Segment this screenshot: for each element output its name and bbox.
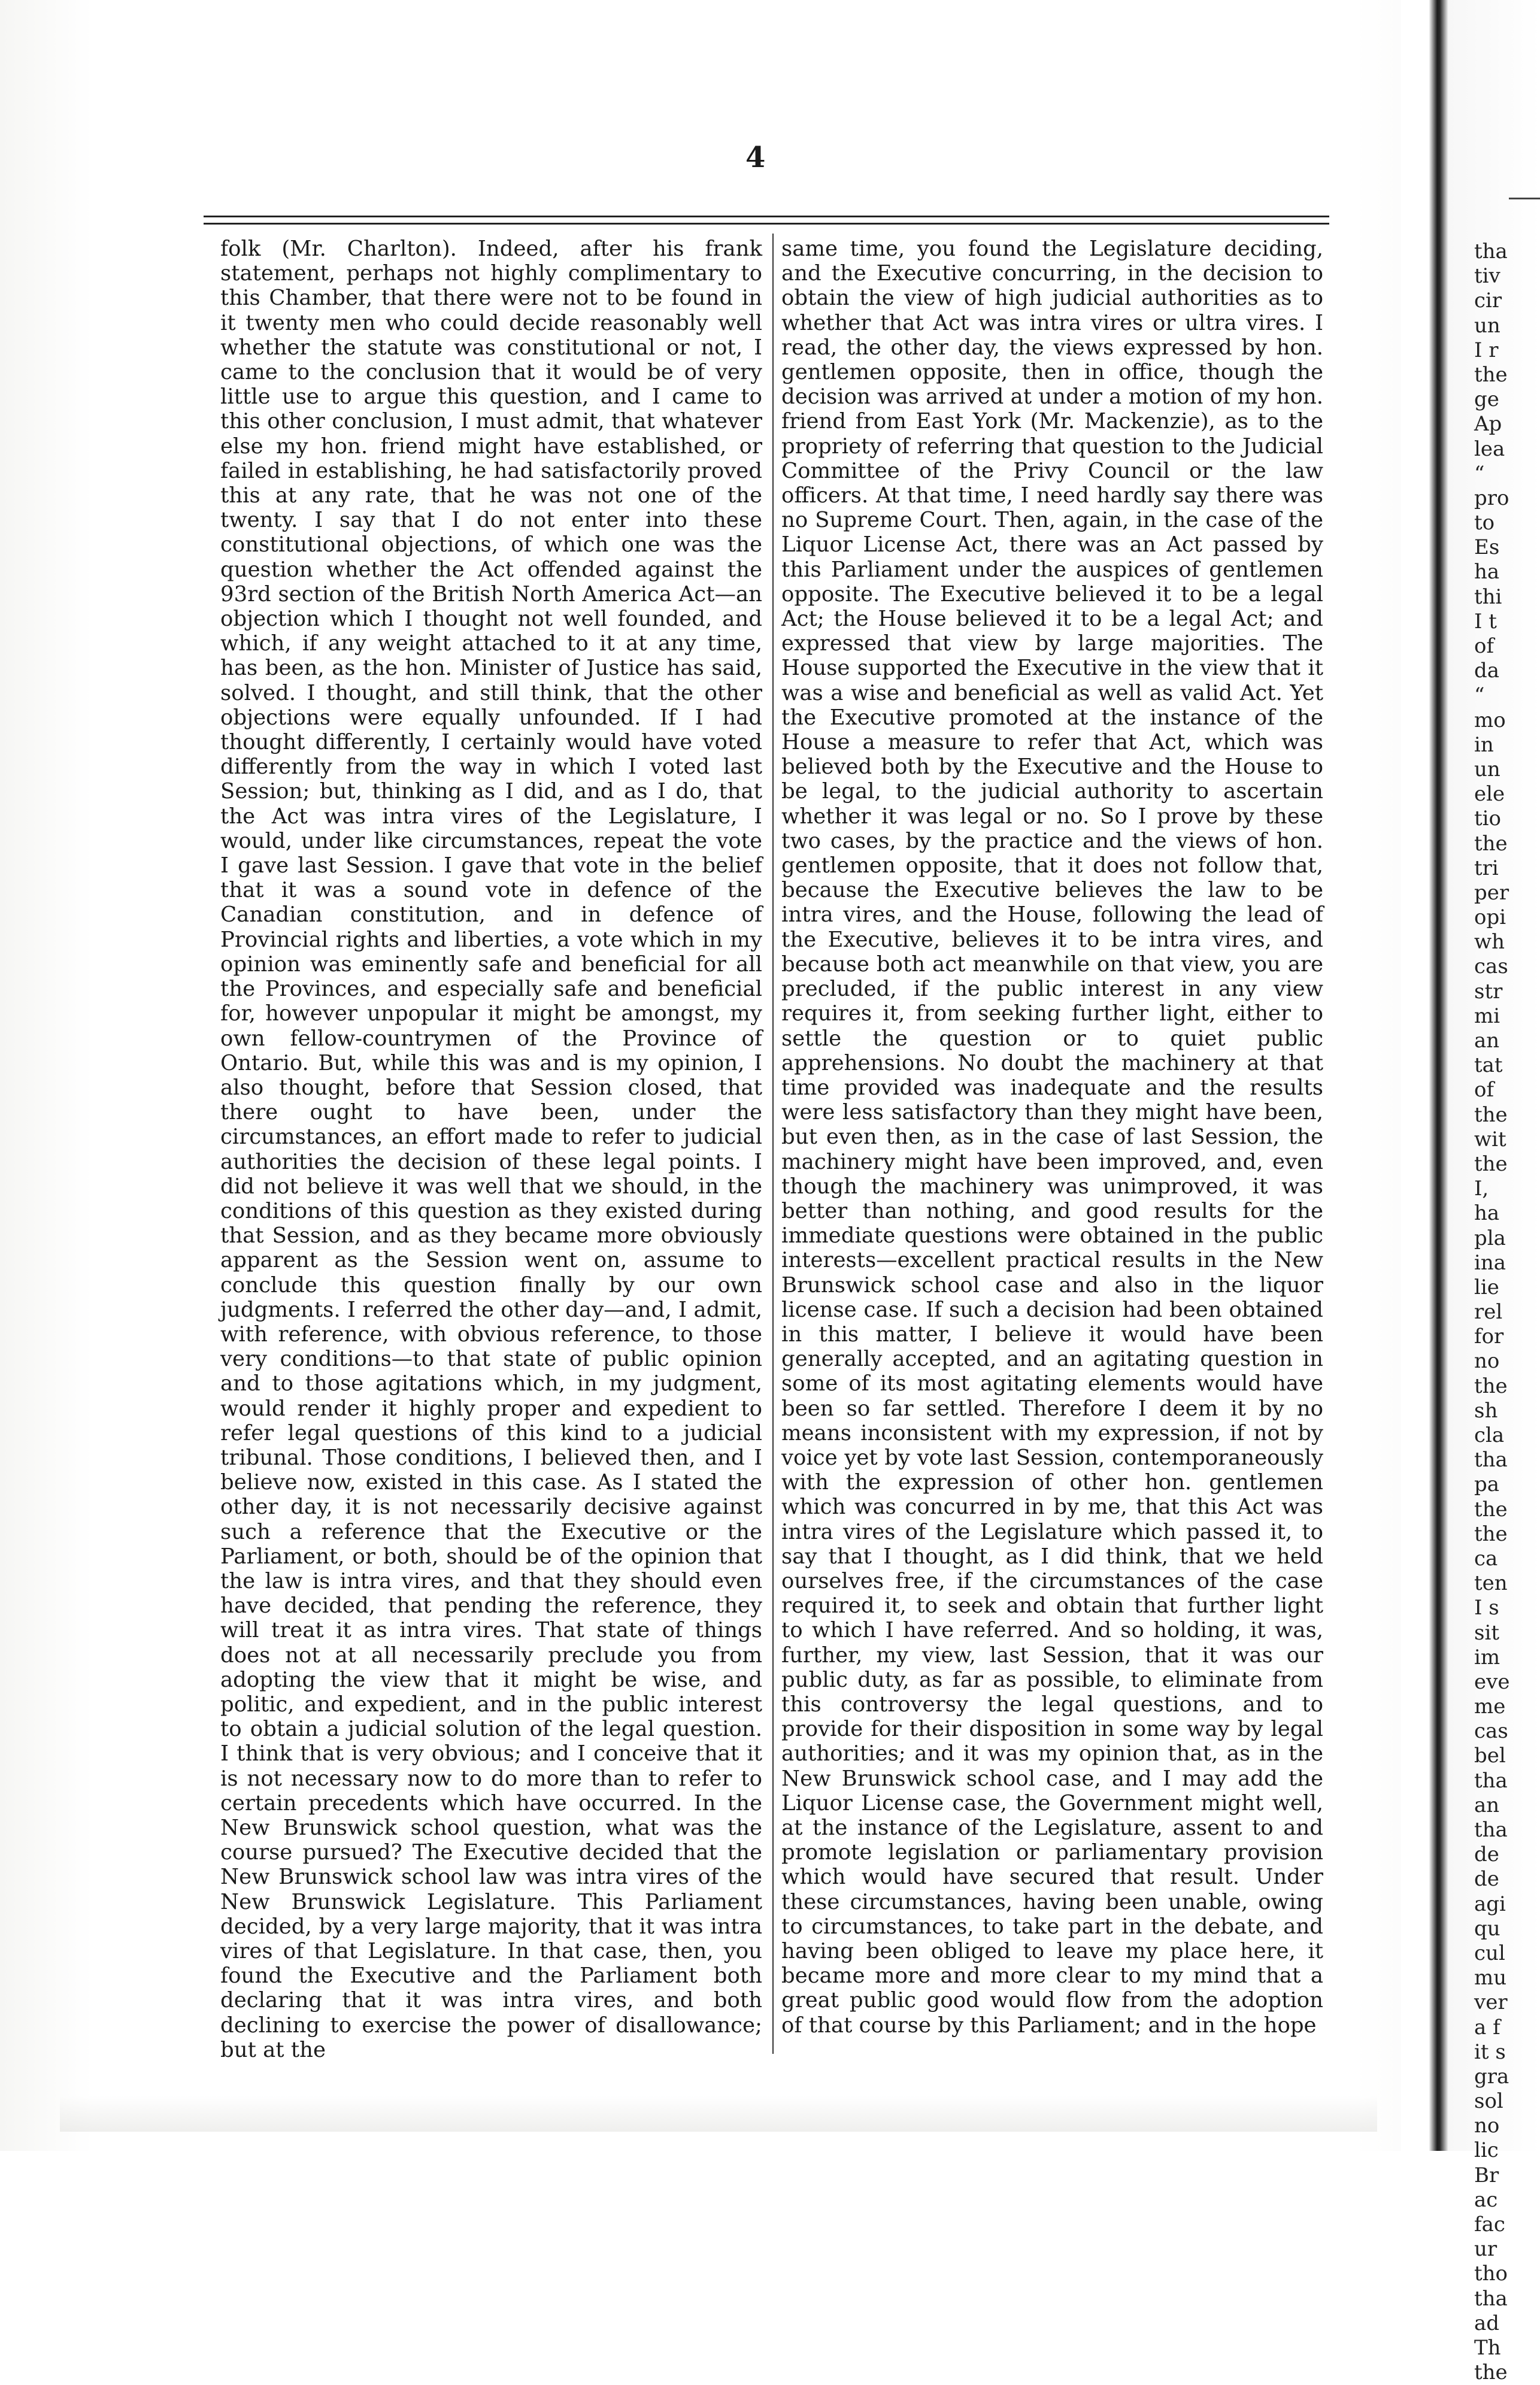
next-page-fragment: un [1474, 313, 1500, 338]
next-page-fragment: ten [1474, 1571, 1508, 1596]
next-page-fragment: of [1474, 634, 1494, 658]
page-number: 4 [745, 141, 766, 174]
next-page-fragment: Th [1474, 2335, 1501, 2360]
next-page-fragment: I, [1474, 1177, 1489, 1201]
next-page-fragment: gra [1474, 2064, 1509, 2089]
next-page-fragment: Br [1474, 2163, 1499, 2187]
header-rule-bottom [204, 223, 1329, 225]
next-page-fragment: ca [1474, 1546, 1498, 1571]
next-page-fragment: de [1474, 1842, 1499, 1867]
next-page-fragment: a f [1474, 2015, 1500, 2039]
next-page-fragment: the [1474, 1151, 1508, 1176]
next-page-rule [1509, 198, 1540, 199]
next-page-fragment: to [1474, 511, 1495, 535]
next-page-fragment: an [1474, 1793, 1500, 1817]
next-page-fragment: cas [1474, 954, 1508, 979]
next-page-fragment: for [1474, 1325, 1504, 1349]
next-page-fragment: wit [1474, 1127, 1506, 1151]
next-page-fragment: eve [1474, 1669, 1510, 1694]
next-page-fragment: tiv [1474, 264, 1500, 289]
next-page-fragment: per [1474, 880, 1509, 905]
next-page-fragment: the [1474, 831, 1508, 856]
next-page-fragment: ver [1474, 1990, 1508, 2015]
next-page-fragment: I r [1474, 338, 1499, 362]
next-page-fragment: im [1474, 1645, 1500, 1669]
right-column-text: same time, you found the Legislature deciding, and the Executive concurring, in the decision to obtain the view of high judicial authorities as to whether that Act was intra vires or ultra vires. I read, the other day, the views expressed by hon. gentlemen opposite, then in office, though the decision was arrived at under a motion of my hon. friend from East York (Mr. Mackenzie), as to the propriety of referring that question to the Judicial Committee of the Privy Council or the law officers. At that time, I need hardly say there was no Supreme Court. Then, again, in the case of the Liquor License Act, there was an Act passed by this Parliament under the auspices of gentlemen opposite. The Executive believed it to be a legal Act; the House believed it to be a legal Act; and expressed that view by large majorities. The House supported the Executive in the view that it was a wise and beneficial as well as valid Act. Yet the Executive promoted at the instance of the House a measure to refer that Act, which was believed both by the Executive and the House to be legal, to the judicial authority to ascertain whether it was legal or no. So I prove by these two cases, by the practice and the views of hon. gentlemen opposite, that it does not follow that, because the Executive believes the law to be intra vires, and the House, following the lead of the Executive, believes it to be intra vires, and because both act meanwhile on that view, you are precluded, if the public interest in any view requires it, from seeking further light, either to settle the question or to quiet public apprehensions. No doubt the machinery at that time provided was inadequate and the results were less satisfactory than they might have been, but even then, as in the case of last Session, the machinery might have been improved, and, even though the machinery was unimproved, it was better than nothing, and good results for the immediate questions were obtained in the public interests—excellent practical results in the New Brunswick school case and also in the liquor license case. If such a decision had been obtained in this matter, I believe it would have been generally accepted, and an agitating question in some of its most agitating elements would have been so far settled. Therefore I deem it by no means inconsistent with my expression, if not by voice yet by vote last Session, contemporaneously with the expression of other hon. gentlemen which was concurred in by me, that this Act was intra vires of the Legislature which passed it, to say that I thought, as I did think, that we held ourselves free, if the circumstances of the case required it, to seek and obtain that further light to which I have referred. And so holding, it was, further, my view, last Session, that it was our public duty, as far as possible, to eliminate from this controversy the legal questions, and to provide for their disposition in some way by legal authorities; and it was my opinion that, as in the New Brunswick school case, and I may add the Liquor License case, the Government might well, at the instance of the Legislature, assent to and promote legislation or parliamentary provision which would have secured that result. Under these circumstances, having been unable, owing to circumstances, to take part in the debate, and having been obliged to leave my place here, it became more and more clear to my mind that a great public good would flow from the adoption of that course by this Parliament; and in the hope [781, 237, 1323, 2038]
left-column [220, 237, 762, 2062]
next-page-fragment: sol [1474, 2089, 1503, 2114]
next-page-fragment: the [1474, 1374, 1508, 1398]
next-page-fragment: opi [1474, 905, 1506, 930]
next-page-fragment: I t [1474, 609, 1497, 634]
next-page-fragment: wh [1474, 930, 1505, 954]
next-page-fragment: the [1474, 1102, 1508, 1127]
left-column-text: folk (Mr. Charlton). Indeed, after his frank statement, perhaps not highly complimentary to this Chamber, that there were not to be found in it twenty men who could decide reasonably well whether the statute was constitutional or not, I came to the conclusion that it would be of very little use to argue this question, and I came to this other conclusion, I must admit, that whatever else my hon. friend might have established, or failed in establishing, he had satisfactorily proved this at any rate, that he was not one of the twenty. I say that I do not enter into these constitutional objections, of which one was the question whether the Act offended against the 93rd section of the British North America Act—an objection which I thought not well founded, and which, if any weight attached to it at any time, has been, as the hon. Minister of Justice has said, solved. I thought, and still think, that the other objections were equally unfounded. If I had thought differently, I certainly would have voted differently from the way in which I voted last Session; but, thinking as I did, and as I do, that the Act was intra vires of the Legislature, I would, under like circumstances, repeat the vote I gave last Session. I gave that vote in the belief that it was a sound vote in defence of the Canadian constitution, and in defence of Provincial rights and liberties, a vote which in my opinion was eminently safe and beneficial for all the Provinces, and especially safe and beneficial for, however unpopular it might be amongst, my own fellow-countrymen of the Province of Ontario. But, while this was and is my opinion, I also thought, before that Session closed, that there ought to have been, under the circumstances, an effort made to refer to judicial authorities the decision of these legal points. I did not believe it was well that we should, in the conditions of this question as they existed during that Session, and as they became more obviously apparent as the Session went on, assume to conclude this question finally by our own judgments. I referred the other day—and, I admit, with reference, with obvious reference, to those very conditions—to that state of public opinion and to those agitations which, in my judgment, would render it highly proper and expedient to refer legal questions of this kind to a judicial tribunal. Those conditions, I believed then, and I believe now, existed in this case. As I stated the other day, it is not necessarily decisive against such a reference that the Executive or the Parliament, or both, should be of the opinion that the law is intra vires, and that they should even have decided, that pending the reference, they will treat it as intra vires. That state of things does not at all necessarily preclude you from adopting the view that it might be wise, and politic, and expedient, and in the public interest to obtain a judicial solution of the legal question. I think that is very obvious; and I conceive that it is not necessary now to do more than to refer to certain precedents which have occurred. In the New Brunswick school question, what was the course pursued? The Executive decided that the New Brunswick school law was intra vires of the New Brunswick Legislature. This Parliament decided, by a very large majority, that it was intra vires of that Legislature. In that case, then, you found the Executive and the Parliament both declaring that it was intra vires, and both declining to exercise the power of disallowance; but at the [220, 237, 762, 2062]
next-page-fragment: of [1474, 1078, 1494, 1102]
next-page-fragment: mo [1474, 708, 1506, 732]
next-page-fragment: agi [1474, 1892, 1506, 1916]
next-page-fragment: tha [1474, 2286, 1508, 2311]
next-page-fragment: tha [1474, 1448, 1508, 1472]
next-page-fragment: thi [1474, 584, 1502, 609]
next-page-fragment: da [1474, 659, 1500, 683]
next-page-fragment: the [1474, 2360, 1508, 2385]
next-page-fragment: str [1474, 979, 1503, 1004]
next-page-fragment: cul [1474, 1941, 1505, 1965]
page-bottom-shadow [60, 2096, 1377, 2132]
next-page-fragment: ac [1474, 2187, 1498, 2212]
next-page-fragment: ge [1474, 387, 1499, 412]
next-page-fragment: Ap [1474, 412, 1502, 437]
next-page-fragment: no [1474, 2114, 1500, 2138]
next-page-fragment: ad [1474, 2311, 1500, 2335]
next-page-fragment: ha [1474, 560, 1500, 584]
next-page-fragment: an [1474, 1029, 1500, 1053]
next-page-fragment: mu [1474, 1966, 1507, 1990]
next-page-fragment: in [1474, 732, 1494, 757]
next-page-fragment: the [1474, 362, 1508, 387]
next-page-fragment: the [1474, 1497, 1508, 1522]
next-page-fragments [1474, 240, 1540, 2385]
next-page-fragment: ina [1474, 1250, 1506, 1275]
next-page-fragment: tho [1474, 2262, 1508, 2286]
next-page-fragment: I s [1474, 1596, 1499, 1620]
next-page-fragment: fac [1474, 2213, 1505, 2236]
next-page-fragment: qu [1474, 1916, 1500, 1941]
next-page-fragment: no [1474, 1349, 1500, 1374]
next-page-fragment: tio [1474, 807, 1502, 831]
next-page-fragment: pla [1474, 1226, 1506, 1250]
next-page-fragment: tha [1474, 240, 1508, 263]
right-column [781, 237, 1323, 2057]
next-page-fragment: the [1474, 1522, 1508, 1546]
next-page-fragment: rel [1474, 1300, 1503, 1325]
next-page-fragment: tat [1474, 1053, 1503, 1078]
next-page-fragment: me [1474, 1695, 1506, 1719]
next-page-fragment: de [1474, 1867, 1499, 1892]
next-page-fragment: lea [1474, 437, 1505, 461]
next-page-fragment: “ [1474, 683, 1485, 708]
next-page-fragment: tha [1474, 1768, 1508, 1793]
header-rule-top [204, 216, 1329, 217]
next-page-fragment: it s [1474, 2039, 1506, 2064]
next-page-fragment: Es [1474, 535, 1500, 560]
next-page-fragment: un [1474, 757, 1500, 781]
next-page-fragment: sh [1474, 1398, 1498, 1423]
next-page-fragment: tha [1474, 1818, 1508, 1842]
next-page-fragment: “ [1474, 461, 1485, 486]
next-page-fragment: ha [1474, 1201, 1500, 1226]
next-page-fragment: tri [1474, 856, 1499, 880]
next-page-fragment: lic [1474, 2138, 1499, 2163]
next-page-fragment: bel [1474, 1744, 1506, 1768]
next-page-fragment: cir [1474, 289, 1502, 313]
next-page-fragment: pro [1474, 486, 1509, 510]
column-divider [772, 234, 774, 2054]
next-page-fragment: mi [1474, 1004, 1500, 1028]
next-page-fragment: ur [1474, 2237, 1497, 2262]
next-page-fragment: ele [1474, 782, 1505, 807]
next-page-fragment: lie [1474, 1275, 1499, 1299]
next-page-fragment: sit [1474, 1620, 1499, 1645]
next-page-fragment: cas [1474, 1719, 1508, 1744]
next-page-fragment: pa [1474, 1472, 1500, 1497]
next-page-fragment: cla [1474, 1423, 1505, 1447]
